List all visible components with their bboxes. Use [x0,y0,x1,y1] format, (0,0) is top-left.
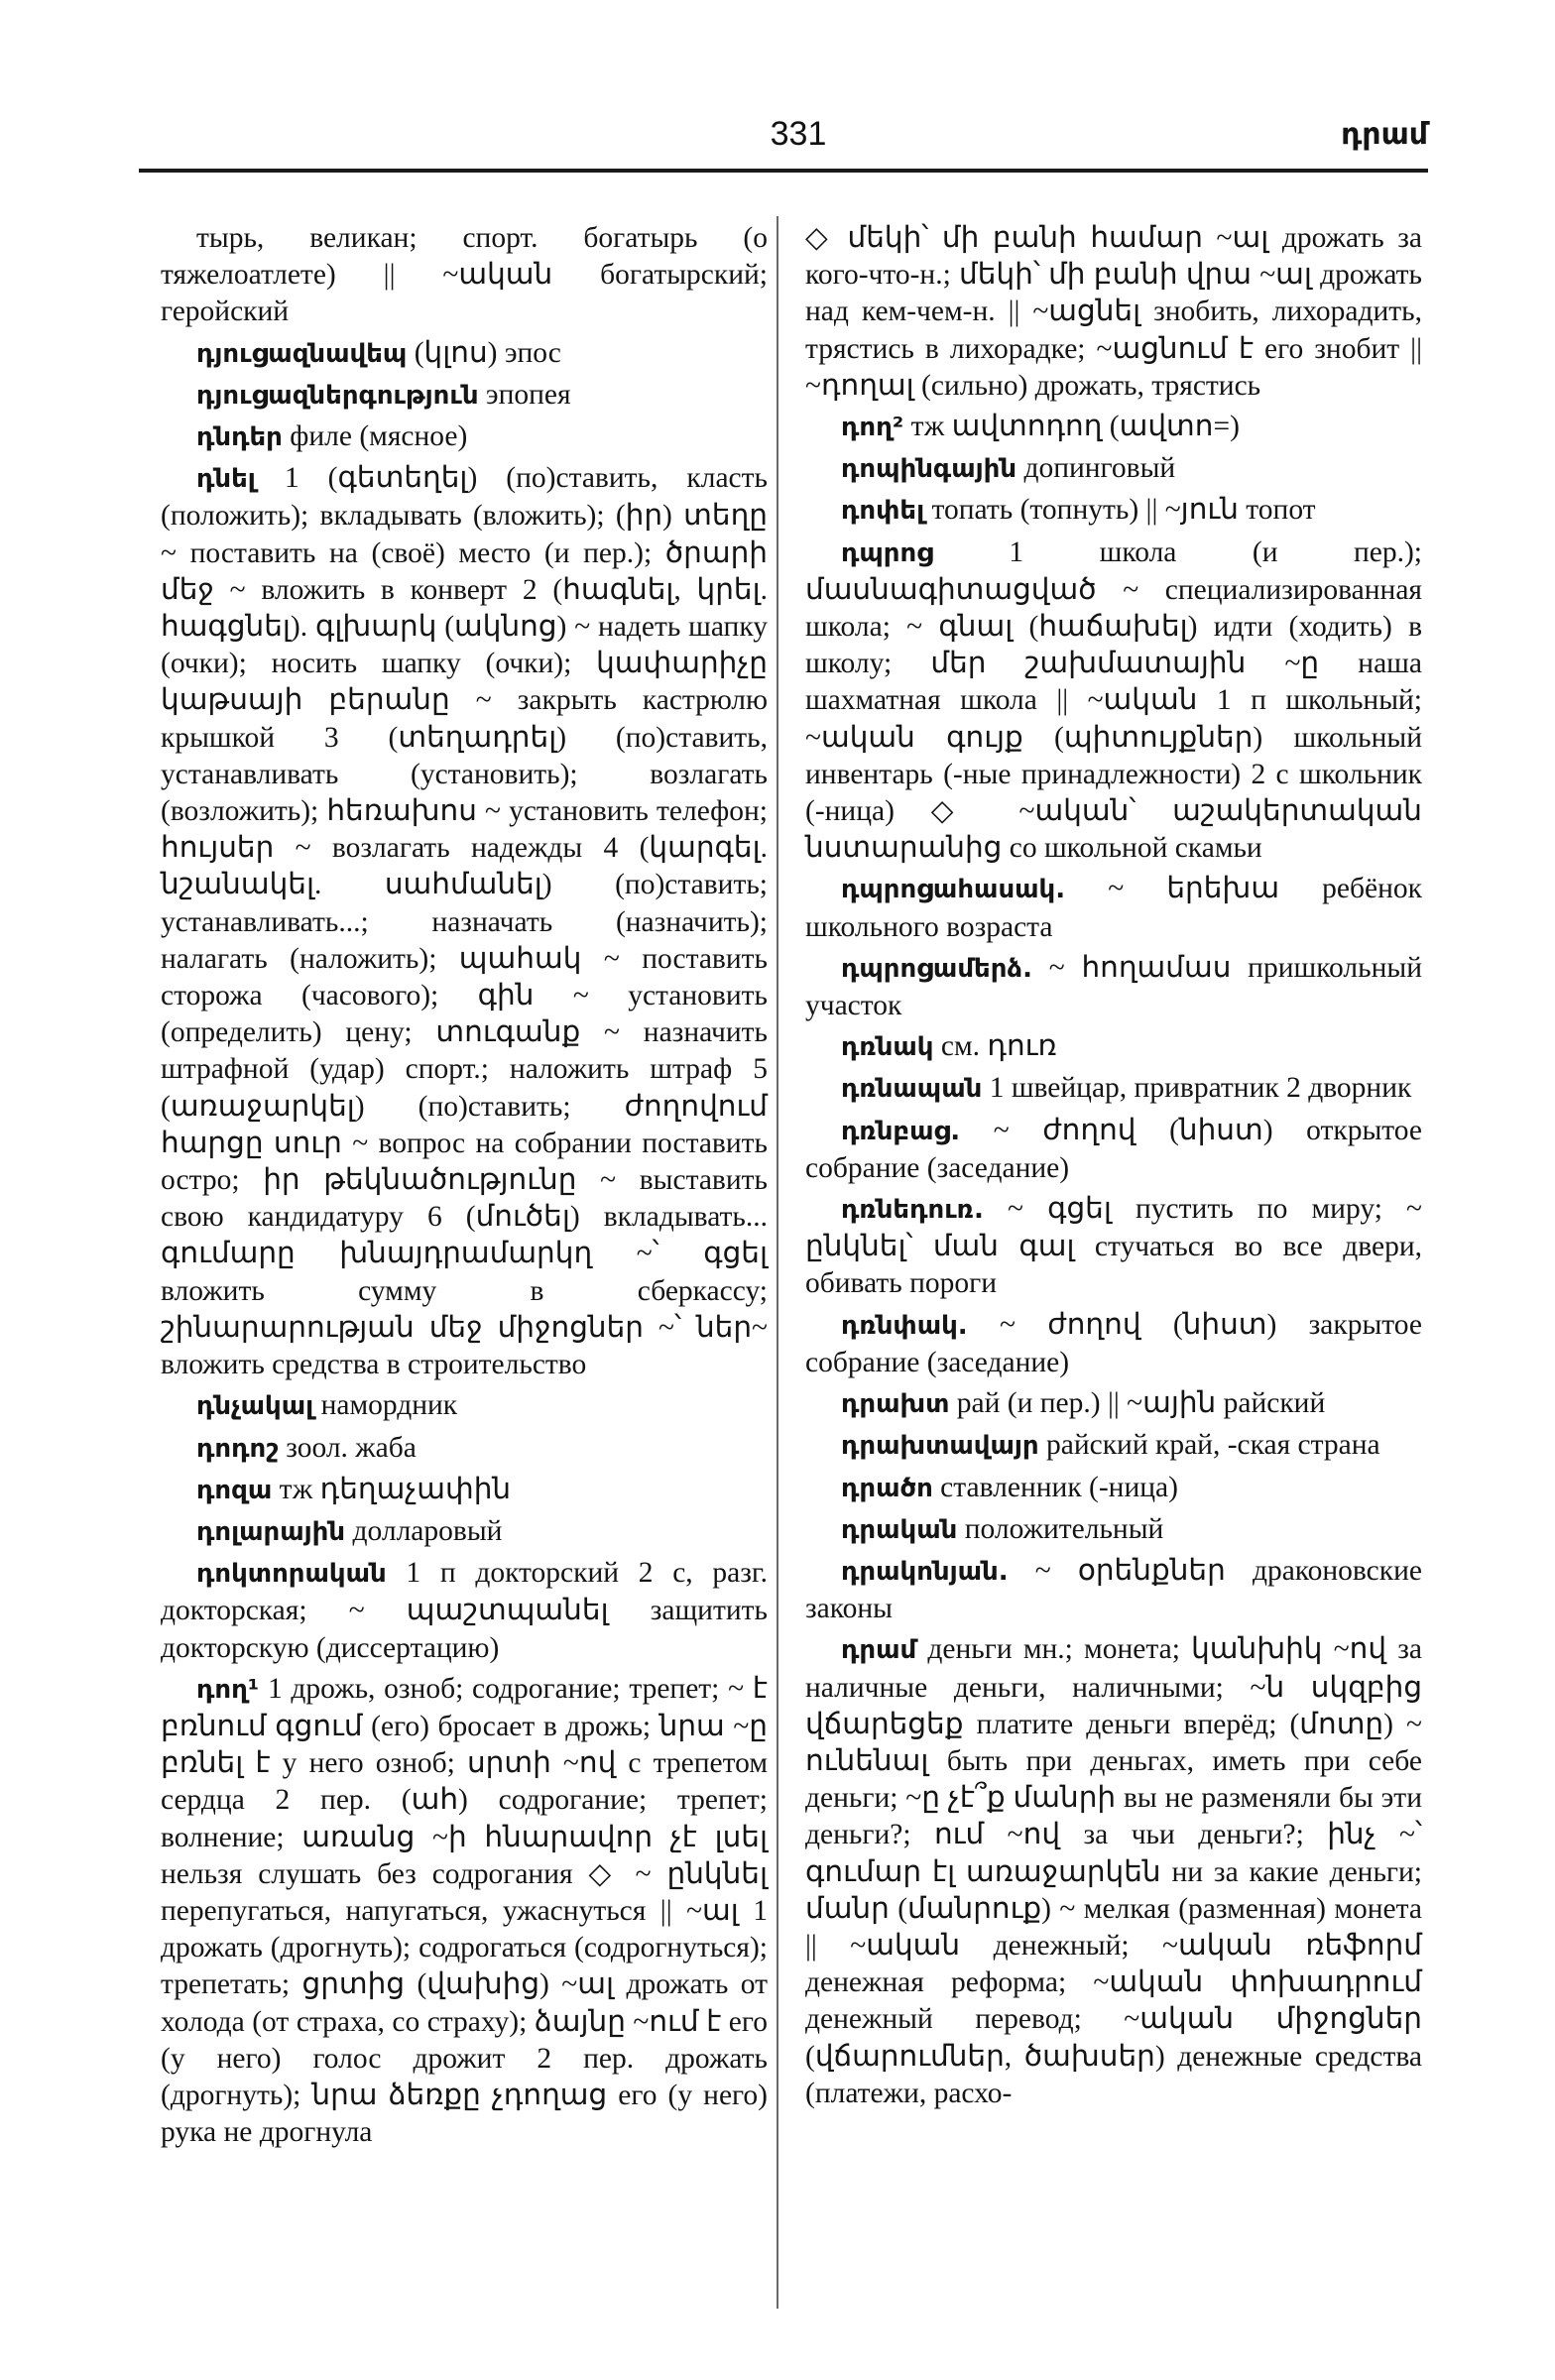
dictionary-entry [805,409,1422,446]
entry-headword: դրական [841,1514,958,1545]
entry-definition: рай (и пер.) || ~ային райский [949,1387,1326,1420]
dictionary-entry [161,220,768,331]
entry-definition: 1 п докторский 2 с, разг. докторская; ~ պաշտպանել защитить докторскую (диссертацию) [161,1557,768,1664]
entry-definition: райский край, -ская страна [1038,1429,1380,1462]
entry-definition: ~ ժողով (նիստ) открытое собрание (заседание) [805,1114,1422,1184]
entry-definition: долларовый [345,1514,503,1547]
entry-definition: 1 дрожь, озноб; содрогание; трепет; ~ է բռնում գցում (его) бросает в дрожь; նրա ~ը բռնել է у него озноб; սրտի ~ով с трепетом сердца 2 пер. (ահ) содрогание; трепет; волнение; առանց ~ի հնարավոր չէ լսել нельзя слушать без содрогания ◇ ~ ընկնել перепугаться, напугаться, ужаснуться || ~ալ 1 дрожать (дрогнуть); содрогаться (содрогнуться); трепетать; ցրտից (վախից) ~ալ дрожать от холода (от страха, со страху); ձայնը ~ում է его (у него) голос дрожит 2 пер. дрожать (дрогнуть); նրա ձեռքը չդողաց его (у него) рука не дрогнула [161,1672,768,2149]
right-column [805,220,1422,2116]
entry-headword: դոփել [841,496,925,527]
entry-definition: тырь, великан; спорт. богатырь (о тяжелоатлете) || ~ական богатырский; геройский [161,222,768,328]
entry-definition: допинговый [1017,452,1176,485]
left-column [161,220,768,2155]
dictionary-entry [805,1028,1422,1066]
entry-headword: դրամ [841,1635,917,1666]
entry-definition: топать (топнуть) || ~յուն топот [924,494,1316,527]
entry-definition: намордник [313,1389,458,1422]
dictionary-entry [805,1307,1422,1381]
dictionary-entry [161,377,768,415]
entry-headword: դրածո [841,1473,933,1503]
entry-definition: см. դուռ [933,1030,1057,1063]
entry-definition: ◇ մեկի՝ մի բանի համար ~ալ дрожать за кого-что-н.; մեկի՝ մի բանի վրա ~ալ дрожать над кем-чем-н. || ~ացնել знобить, лихорадить, трястись в лихорадке; ~ացնում է его знобит || ~դողալ (сильно) дрожать, трястись [805,222,1422,402]
dictionary-entry [161,1387,768,1425]
dictionary-entry [805,1427,1422,1465]
entry-definition: ~ գցել пустить по миру; ~ ընկնել՝ ման գալ стучаться во все двери, обивать пороги [805,1193,1422,1300]
entry-definition: тж դեղաչափին [272,1473,512,1505]
entry-headword: դոդոշ [196,1433,279,1464]
entry-headword: դոկտորական [196,1559,387,1590]
dictionary-entry [805,1553,1422,1627]
entry-headword: դոզա [196,1475,273,1505]
running-head: դրամ [1341,117,1428,152]
dictionary-entry [161,1671,768,2152]
entry-headword: դող¹ [196,1674,260,1705]
entry-headword: դռնեդուռ. [841,1195,984,1226]
entry-definition: эпопея [478,378,571,411]
dictionary-entry [805,450,1422,488]
entry-definition: зоол. жаба [278,1431,417,1464]
dictionary-entry [805,871,1422,945]
entry-definition: 1 швейцар, привратник 2 дворник [982,1072,1412,1105]
entry-definition: тж ավտոդող (ավտո=) [903,411,1240,443]
entry-headword: դռնփակ. [841,1310,968,1341]
entry-definition: 1 (գետեղել) (по)ставить, класть (положить); вкладывать (вложить); (իր) տեղը ~ поставить на (своё) место (и пер.); ծրարի մեջ ~ вложить в конверт 2 (հագնել, կրել. հագցնել). գլխարկ (ակնոց) ~ надеть шапку (очки); носить шапку (очки); կափարիչը կաթսայի բերանը ~ закрыть кастрюлю крышкой 3 (տեղադրել) (по)ставить, устанавливать (установить); возлагать (возложить); հեռախոս ~ установить телефон; հույսեր ~ возлагать надежды 4 (կարգել. նշանակել. սահմանել) (по)ставить; устанавливать...; назначать (назначить); налагать (наложить); պահակ ~ поставить сторожа (часового); գին ~ установить (определить) цену; տուգանք ~ назначить штрафной (удар) спорт.; наложить штраф 5 (առաջարկել) (по)ставить; ժողովում հարցը սուր ~ вопрос на собрании поставить остро; իր թեկնածությունը ~ выставить свою кандидатуру 6 (մուծել) вкладывать... գումարը խնայդրամարկղ ~՝ գցել вложить сумму в сберкассу; շինարարության մեջ միջոցներ ~՝ ներ~ вложить средства в строительство [161,462,768,1381]
entry-definition: ~ երեխա ребёнок школьного возраста [805,873,1422,943]
entry-headword: դրախտ [841,1389,950,1420]
entry-definition: филе (мясное) [282,420,468,453]
dictionary-entry [805,1070,1422,1108]
entry-headword: դրակոնյան. [841,1556,1009,1587]
entry-definition: деньги мн.; монета; կանխիկ ~ով за наличные деньги, наличными; ~ն սկզբից վճարեցեք платите деньги вперёд; (մոտը) ~ ունենալ быть при деньгах, иметь при себе деньги; ~ը չէ՞ք մանրի вы не разменяли бы эти деньги?; ում ~ով за чьи деньги?; ինչ ~՝ գումար էլ առաջարկեն ни за какие деньги; մանր (մանրուք) ~ мелкая (разменная) монета || ~ական денежный; ~ական ռեֆորմ денежная реформа; ~ական փոխադրում денежный перевод; ~ական միջոցներ (վճարումներ, ծախսեր) денежные средства (платежи, расхо- [805,1633,1422,2109]
entry-headword: դնել [196,464,256,495]
dictionary-entry [161,460,768,1383]
entry-headword: դյուցազնավեպ [196,338,408,369]
dictionary-entry [805,1191,1422,1303]
dictionary-entry [805,1470,1422,1507]
entry-definition: (կլոս) эпос [407,336,561,369]
dictionary-entry [805,535,1422,868]
entry-definition: ~ հողամաս пришкольный участок [805,951,1422,1022]
dictionary-entry [161,1555,768,1667]
entry-headword: դռնբաց. [841,1116,961,1146]
entry-headword: դռնապան [841,1074,983,1105]
entry-definition: ~ օրենքներ драконовские законы [805,1554,1422,1625]
dictionary-entry [805,220,1422,405]
dictionary-entry [805,1385,1422,1423]
page-header [139,111,1428,171]
entry-headword: դող² [841,413,904,443]
entry-definition: ставленник (-ница) [932,1471,1178,1503]
header-rule [139,169,1428,173]
dictionary-entry [161,1472,768,1509]
dictionary-entry [805,1511,1422,1549]
dictionary-entry [161,1513,768,1551]
entry-headword: դպրոցամերձ. [841,953,1032,984]
dictionary-entry [805,492,1422,530]
page-number: 331 [770,115,827,153]
dictionary-entry [805,950,1422,1024]
dictionary-entry [161,1430,768,1468]
entry-headword: դպրոցահասակ. [841,875,1066,905]
entry-headword: դնչակալ [196,1391,314,1422]
entry-headword: դպրոց [841,537,933,568]
entry-definition: ~ ժողով (նիստ) закрытое собрание (заседание) [805,1308,1422,1378]
column-divider [777,216,778,2309]
entry-headword: դոլարային [196,1516,346,1547]
entry-definition: 1 школа (и пер.); մասնագիտացված ~ специализированная школа; ~ գնալ (հաճախել) идти (ходить) в школу; մեր շախմատային ~ը наша шахматная школа || ~ական 1 п школьный; ~ական գույք (պիտույքներ) школьный инвентарь (-ные принадлежности) 2 с школьник (-ница) ◇ ~ական՝ աշակերտական նստարանից со школьной скамьи [805,536,1422,865]
dictionary-entry [805,1631,1422,2112]
dictionary-entry [161,335,768,373]
entry-headword: դնդեր [196,422,283,453]
entry-headword: դրախտավայր [841,1431,1039,1462]
entry-headword: դոպինգային [841,454,1017,485]
dictionary-entry [805,1113,1422,1187]
dictionary-entry [161,418,768,456]
entry-definition: положительный [957,1512,1164,1545]
entry-headword: դռնակ [841,1032,934,1063]
entry-headword: դյուցազներգություն [196,380,479,411]
